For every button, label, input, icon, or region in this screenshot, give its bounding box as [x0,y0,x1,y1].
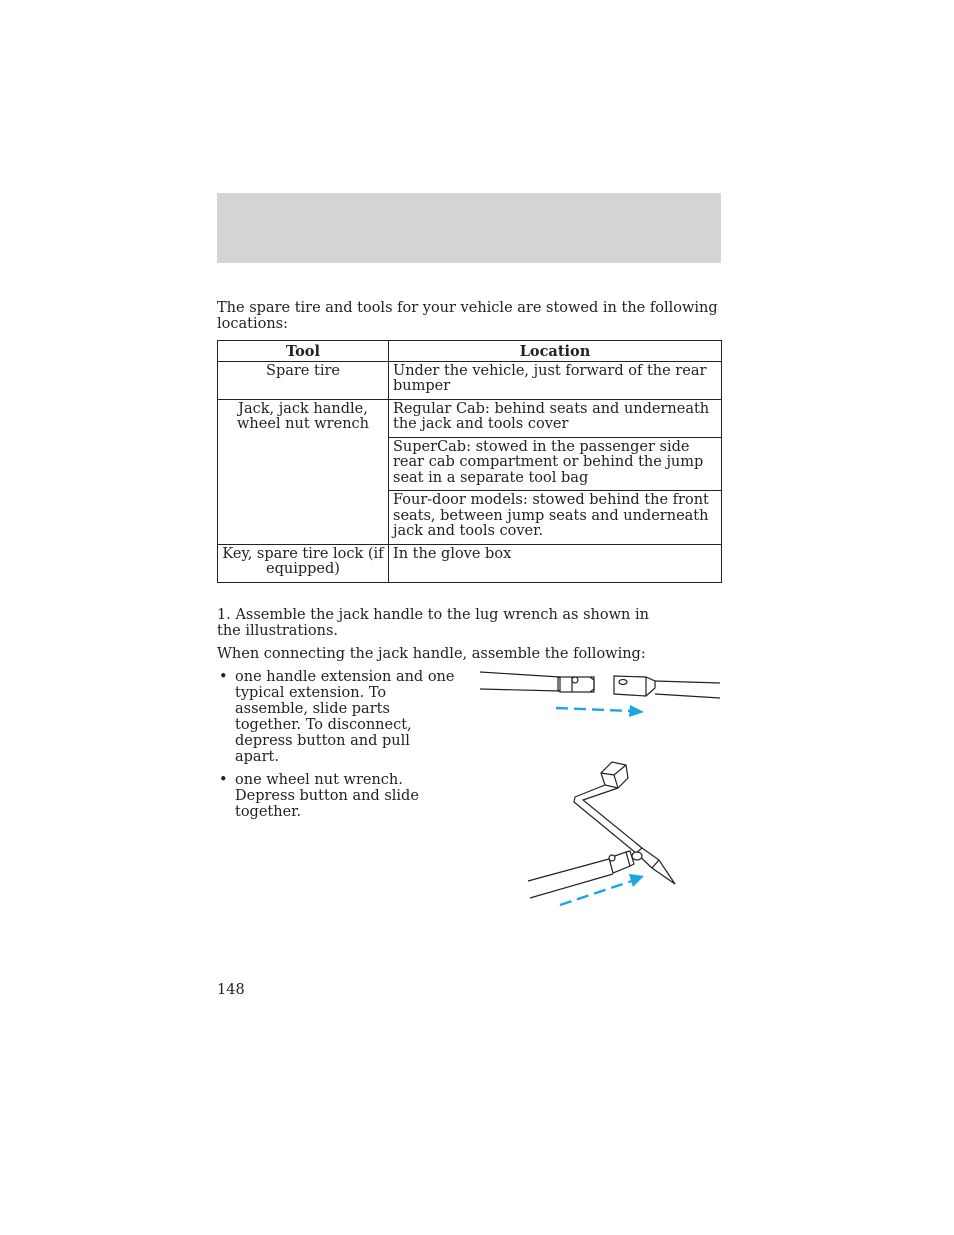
intro-text: The spare tire and tools for your vehicle are stowed in the following locations: [217,300,718,332]
bullet-glyph: • [219,669,228,685]
handle-extension-illustration [478,668,722,724]
bullet-glyph: • [219,772,228,788]
bullet-list [217,669,457,827]
tool-cell: Key, spare tire lock (if equipped) [218,544,389,582]
tool-location-table [217,340,722,583]
list-item [217,772,457,820]
connecting-intro-text: When connecting the jack handle, assemble the following: [217,646,646,662]
section-header-band [217,193,721,263]
table-row [218,544,722,582]
table-row [218,399,722,437]
location-cell: Regular Cab: behind seats and underneath the jack and tools cover [389,399,722,437]
tool-cell: Spare tire [218,361,389,399]
wheel-nut-wrench-illustration [525,757,685,909]
page-number: 148 [217,982,245,998]
location-cell: SuperCab: stowed in the passenger side rear cab compartment or behind the jump seat in a separate tool bag [389,437,722,491]
table-row [218,361,722,399]
list-item-text: one wheel nut wrench. Depress button and slide together. [235,772,419,820]
location-cell: In the glove box [389,544,722,582]
arrow-icon [556,705,644,717]
list-item [217,669,457,765]
location-cell: Under the vehicle, just forward of the rear bumper [389,361,722,399]
column-header-location: Location [389,341,722,362]
arrow-icon [560,874,644,905]
list-item-text: one handle extension and one typical extension. To assemble, slide parts together. To disconnect, depress button and pull apart. [235,669,455,765]
tool-cell: Jack, jack handle, wheel nut wrench [218,399,389,544]
location-cell: Four-door models: stowed behind the front seats, between jump seats and underneath jack and tools cover. [389,491,722,545]
column-header-tool: Tool [218,341,389,362]
step-1-text: 1. Assemble the jack handle to the lug wrench as shown in the illustrations. [217,607,649,639]
table-header-row [218,341,722,362]
